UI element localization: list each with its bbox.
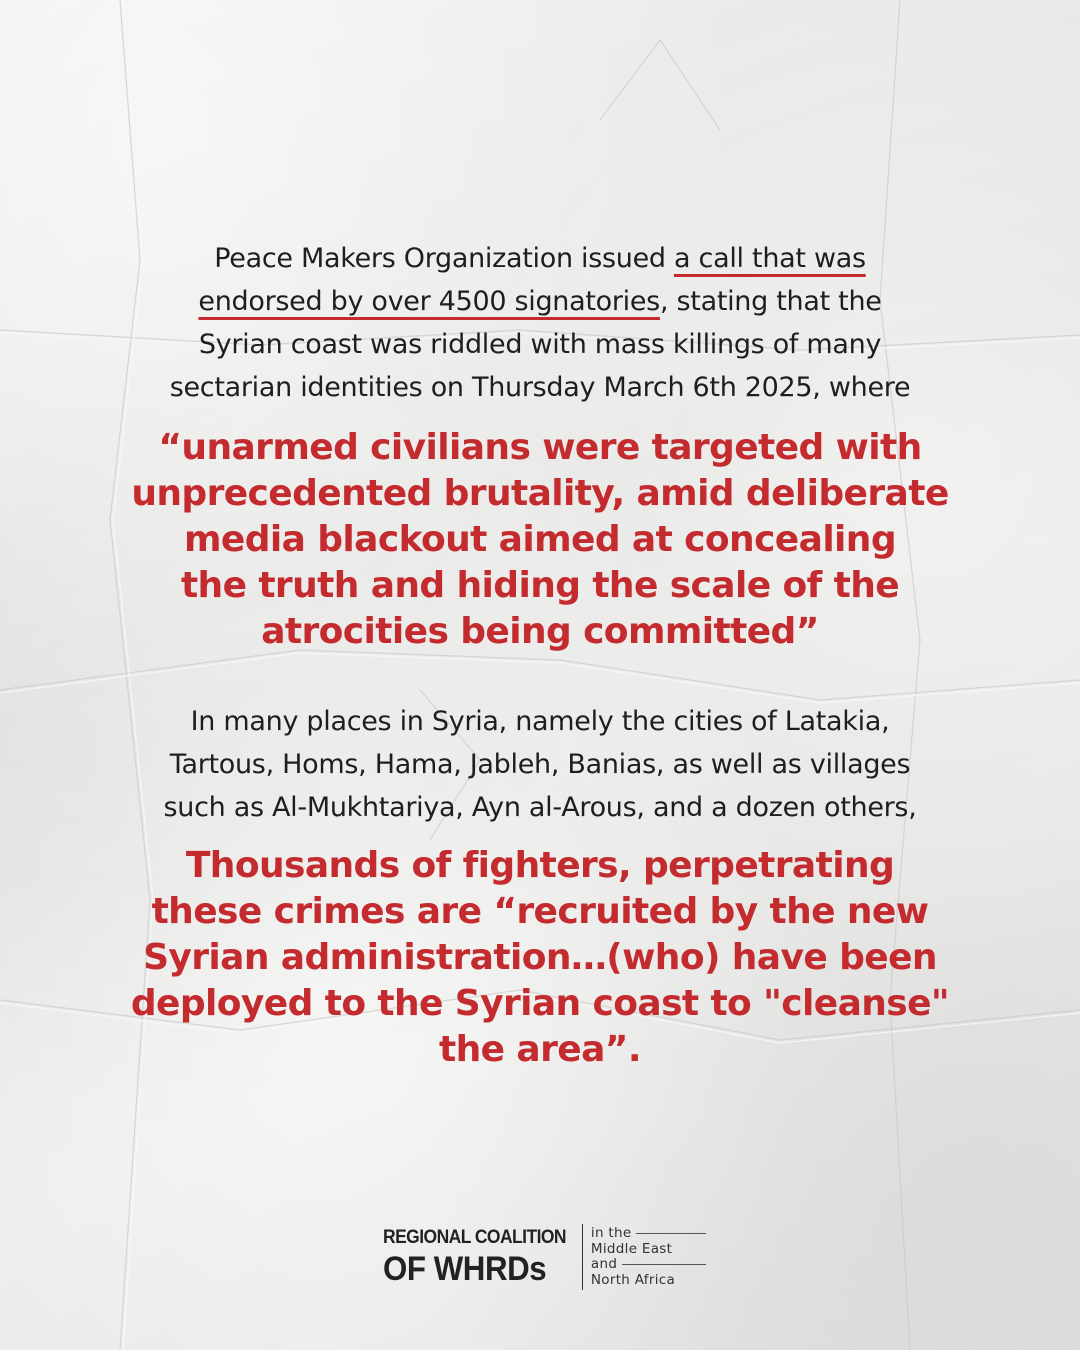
logo-divider — [582, 1224, 583, 1290]
intro-line-3: Syrian coast was riddled with mass killings of many — [198, 329, 882, 360]
places-paragraph — [60, 700, 1020, 829]
quote-fighters-recruited — [60, 843, 1020, 1073]
logo-line-1: REGIONAL COALITION — [383, 1227, 566, 1248]
quote-2-line: Thousands of fighters, perpetrating — [185, 845, 895, 886]
quote-2-line: Syrian administration…(who) have been — [143, 937, 937, 978]
quote-civilians-targeted — [60, 425, 1020, 655]
logo-wordmark — [383, 1220, 582, 1294]
organization-logo — [383, 1220, 706, 1294]
call-link-part-2[interactable]: endorsed by over 4500 signatories — [198, 286, 660, 317]
logo-region-line: and — [590, 1256, 618, 1272]
quote-1-line: media blackout aimed at concealing — [183, 519, 896, 560]
intro-line-1 — [60, 237, 1020, 280]
quote-1-line: the truth and hiding the scale of the — [180, 565, 900, 606]
places-line: In many places in Syria, namely the cities of Latakia, — [190, 706, 890, 737]
quote-1-line: “unarmed civilians were targeted with — [158, 427, 922, 468]
places-line: such as Al-Mukhtariya, Ayn al-Arous, and a dozen others, — [163, 792, 917, 823]
quote-2-line: these crimes are “recruited by the new — [151, 891, 929, 932]
logo-line-2: OF WHRDs — [383, 1250, 547, 1288]
logo-region-line: Middle East — [590, 1240, 673, 1257]
call-link-part-1[interactable]: a call that was — [674, 243, 866, 274]
logo-rule — [636, 1233, 705, 1234]
intro-line-4: sectarian identities on Thursday March 6th 2025, where — [169, 372, 911, 403]
places-line: Tartous, Homs, Hama, Jableh, Banias, as well as villages — [169, 749, 911, 780]
quote-2-line: the area”. — [439, 1029, 641, 1070]
intro-line-2 — [60, 280, 1020, 323]
intro-paragraph — [60, 237, 1020, 409]
quote-1-line: unprecedented brutality, amid deliberate — [131, 473, 949, 514]
logo-region-line: in the — [590, 1225, 632, 1241]
intro-text-segment: Peace Makers Organization issued — [214, 243, 675, 274]
quote-2-line: deployed to the Syrian coast to "cleanse" — [130, 983, 950, 1024]
logo-rule — [622, 1264, 706, 1265]
quote-1-line: atrocities being committed” — [261, 611, 819, 652]
logo-region-line: North Africa — [590, 1271, 676, 1288]
logo-region — [591, 1220, 706, 1294]
intro-text-segment: , stating that the — [659, 286, 882, 317]
